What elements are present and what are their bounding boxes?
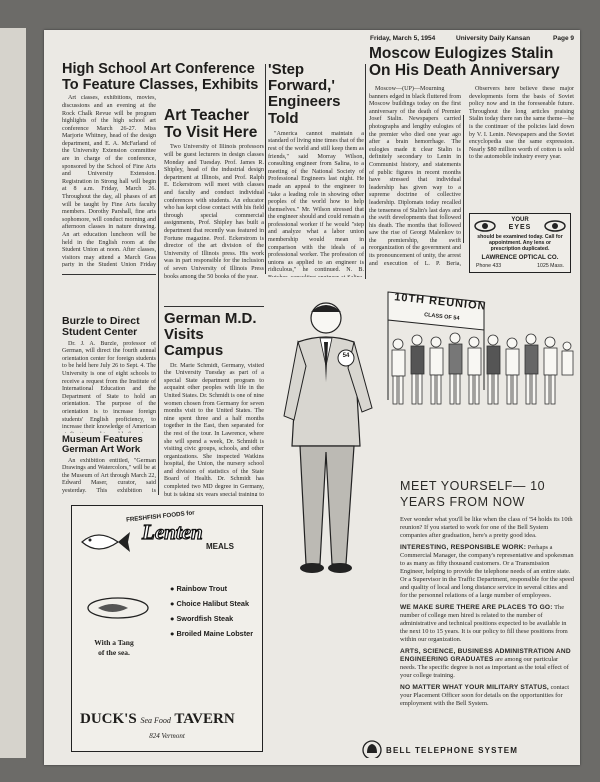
article-burzle [62,316,156,436]
article-german-md [164,306,264,496]
divider [62,274,156,275]
article-body-continued: Observers here believe these major developments form the basis of Soviet policy now and in the foreseeable future. Throughout the long articles praising Stalin today there ran the same theme—he is the continuer of the policies laid down by V. I. Lenin. Newspapers and the Soviet encyclopedia use the same expression. Nearly $80 million worth of cotton is sold to the automobile industry every year. [469,86,574,160]
menu-item: ● Rainbow Trout [170,584,228,593]
headline: Art Teacher To Visit Here [164,108,258,141]
menu-item: ● Broiled Maine Lobster [170,629,254,638]
adjacent-page-edge [0,28,26,758]
article-museum [62,435,156,495]
article-body: Dr. Marie Schmidt, Germany, visited the University Tuesday as part of a special State department program to acquaint other peoples with life in the United States. Dr. Schmidt is one of nine women chosen from Germany for seven months visit to the United States. The nine spent three and a half months together in the East, then separated for the rest of the tour. In Lawrence, where she will spend a week, Dr. Schmidt is visiting civic groups, schools, and other organizations. She inspected Watkins hospital, the Union, the nursery school and division of statistics of the State Board of Health. Dr. Schmidt has completed two MD degree in Germany, but is taking six years special training to [164,362,264,496]
optical-your: YOUR [511,217,529,223]
bell-logo-icon [362,740,382,758]
ad-bell-telephone [270,280,576,758]
reunion-banner-text: 10TH REUNION [393,291,488,313]
ad-lawrence-optical [469,213,571,273]
headline: Moscow Eulogizes Stalin On His Death Anniversary [369,46,560,79]
headline: German M.D. Visits Campus [164,310,257,360]
optical-address: 1025 Mass. [537,263,564,269]
bell-intro: Ever wonder what you'll be like when the class of '54 holds its 10th reunion? If you started to work for one of the Bell System companies after graduation, here's a pretty good idea. [400,516,573,539]
optical-name: LAWRENCE OPTICAL CO. [481,254,559,261]
fish-platter-icon [86,594,150,622]
headline: High School Art Conference To Feature Classes, Exhibits [62,62,259,93]
headline: Museum Features German Art Work [62,435,143,456]
article-body: Dr. J. A. Burzle, professor of German, will direct the fourth annual orientation center for foreign students to be held here July 26 to Sept. 4. The University is one of eight schools to receive a request from the Institute of International Education and the Department of State to hold an orientation. The purpose of the orientation is to increase foreign students' English proficiency, to increase their knowledge of American [62,340,156,431]
ad-ducks-tavern [71,505,263,752]
column-rule [365,64,366,279]
ducks-name: DUCK'S Sea Food TAVERN [80,711,235,727]
name-badge: 54 [342,353,350,359]
reunion-banner-sub: CLASS OF 54 [423,312,460,322]
article-body: Art classes, exhibitions, movies, discussions and an evening at the Rock Chalk Revue will be program highlights of the high school art conference March 26-27. Miss Marjorie Whitney, head of the design department, and E. A. McFarland of the University Extension committee are in charge of the conference, sponsored by the School of Fine Arts and University Extension. Registration in Strong hall will begin at 8 a.m. Friday, March 26. Throughout the day, all phases of art will be taught by Fine Arts faculty members. Dorothy Parshall, fine arts sophomore, will conduct morning and afternoon classes in nature drawing. An art education luncheon will be held in the English room at the Student Union at noon. After classes, visitors may attend a March Gras party in the Student Union Friday [62,95,156,268]
masthead-page: Page 9 [553,35,574,42]
optical-eyes: EYES [508,224,532,231]
article-body: Two University of Illinois professors will be guest lecturers in design classes Monday and Tuesday. Prof. James R. Shipley, head of the industrial design department at Illinois, and Prof. Ralph E. Eckerstrom will meet with classes and faculty and conduct individual conferences with students. An educator who has kept close contact with his field through special commercial assignments, Prof. Shipley has built a department that recently was featured in Fortune magazine. Prof. Eckerstrom is director of the art division of the University of Illinois press. His work was in part responsible for the inclusion of seven University of Illinois Press books among the 50 books of the year. [164,144,264,280]
menu-item: ● Swordfish Steak [170,614,234,623]
bell-footer: BELL TELEPHONE SYSTEM [386,746,519,755]
masthead [370,35,574,45]
ducks-menu-list [170,584,253,638]
ducks-lenten: Lenten [142,520,203,544]
ducks-banner: FRESHFISH FOODS for [125,509,195,524]
businessman-illustration [280,296,390,596]
article-art-teacher [164,108,264,303]
masthead-date: Friday, March 5, 1954 [370,35,436,42]
bell-section: WE MAKE SURE THERE ARE PLACES TO GO: The number of college men hired is related to the number of administrative and technical positions expected to be available in the next 10 to 15 years. It is our policy to fill these positions from within our organization. [400,604,568,643]
masthead-paper: University Daily Kansan [456,35,531,42]
bell-headline: MEET YOURSELF— 10 YEARS FROM NOW [400,479,546,509]
column-rule [265,64,266,274]
headline: 'Step Forward,' Engineers Told [268,62,341,127]
article-step-forward [268,62,364,277]
divider [164,306,264,307]
bell-section: NO MATTER WHAT YOUR MILITARY STATUS, contact your Placement Officer soon for details on the opportunities for employment with the Bell System. [400,684,570,707]
fish-icon [80,528,132,556]
optical-body: should be examined today. Call for appointment. Any lens or prescription duplicated. [477,234,563,252]
newspaper-page [44,30,580,765]
ducks-tang-note: With a Tang of the sea. [94,638,134,657]
bell-copy [400,516,574,728]
ducks-meals: MEALS [206,542,234,551]
optical-phone: Phone 433 [476,263,502,269]
bell-section: INTERESTING, RESPONSIBLE WORK: Perhaps a Commercial Manager, the company's representative and spokesman to as many as fifty thousand customers. Or a Transmission Engineer, helping to provide the telephone needs of an entire state. Or a Supervisor in the Traffic Department, responsible for the speed and quality of local and long distance service in several cities and for the personnel relations of a large number of employees. [400,544,574,599]
bell-section: ARTS, SCIENCE, BUSINESS ADMINISTRATION AND ENGINEERING GRADUATES are among our particular needs. The specific degree is not as important as the total effect of your college training. [400,648,571,679]
article-body: An exhibition entitled, "German Drawings and Watercolors," will be at the Museum of Art through March 22, Edward Maser, curator, said yesterday. This exhibition is [62,457,156,494]
article-body: "America cannot maintain a standard of living nine times that of the rest of the world and still keep them as friends," said Morray Wilson, consulting engineer from Salina, to a meeting of the National Society of Professional Engineers last night. He made an appeal to the engineer to "take a leading role in showing other peoples of the world how to help themselves." Mr. Wilson stressed that the engineer should and could remain a professional worker if he would "step and analyze what a labor union membership would mean in comparison with the ideals of a professional worker. The profession of unions as applied to an engineer is ridiculous," he continued. N. B. [268,130,364,274]
menu-item: ● Choice Halibut Steak [170,599,250,608]
ducks-address: 824 Vermont [149,732,185,740]
article-body: Moscow—(UP)—Mourning banners edged in black fluttered from Moscow buildings today on the first anniversary of the death of Premier Josef Stalin. Newspapers carried photographs and lengthy eulogies of the premier who died one year ago after a brain hemorrhage. The eulogies made it clear Stalin is definitely secondary to Lenin in Communist history, and statements of public figures in recent months have stressed that individual leadership has given way to a supreme doctrine of collective leadership. Diplomats today recalled the tenseness of Stalin's last days and the swift developments that followed his death. The months that followed saw the rise of Georgi Malenkov to the premiership, the swift reorganization of the government and its pronouncement of unity, the arrest and execution of L. P. Beria, [369,86,461,266]
headline: Burzle to Direct Student Center [62,316,140,339]
